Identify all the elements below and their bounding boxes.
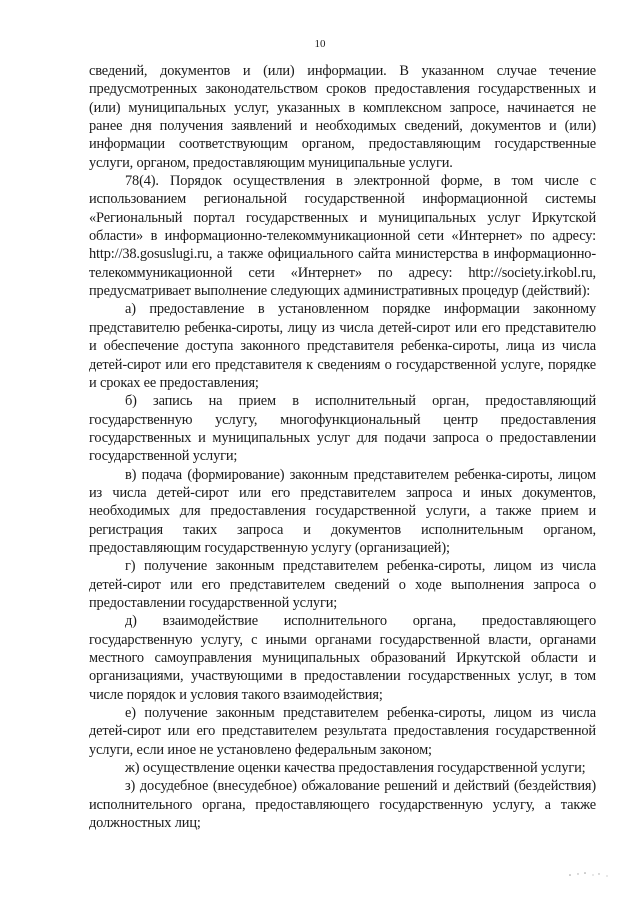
- list-item-g: г) получение законным представителем ребенка-сироты, лицом из числа детей-сирот или его представителем сведений о ходе выполнения запроса о предоставлении государственной услуги;: [89, 558, 596, 611]
- list-item-z: з) досудебное (внесудебное) обжалование решений и действий (бездействия) исполнительного органа, предоставляющего государственную услугу, а также должностных лиц;: [89, 778, 596, 832]
- list-item-e: е) получение законным представителем ребенка-сироты, лицом из числа детей-сирот или его представителем результата предоставления государственной услуги, если иное не установлено федеральным законом;: [89, 705, 596, 758]
- scan-artifact-marks: [566, 866, 616, 880]
- document-body: [89, 62, 596, 832]
- page-number: 10: [314, 38, 326, 50]
- paragraph-78-4: 78(4). Порядок осуществления в электронной форме, в том числе с использованием региональной государственной информационной системы «Региональный портал государственных и муниципальных услуг Иркутской области» в информационно-телекоммуникационной сети «Интернет» по адресу: http://38.gosuslugi.ru, а также официального сайта министерства в информационно-телекоммуникационной сети «Интернет» по адресу: http://society.irkobl.ru, предусматривает выполнение следующих административных процедур (действий):: [89, 173, 596, 300]
- paragraph-continuation: сведений, документов и (или) информации. В указанном случае течение предусмотренных законодательством сроков предоставления государственных и (или) муниципальных услуг, указанных в комплексном запросе, начинается не ранее дня получения заявлений и необходимых сведений, документов и (или) информации соответствующим органом, предоставляющим государственные услуги, органом, предоставляющим муниципальные услуги.: [89, 63, 596, 171]
- list-item-b: б) запись на прием в исполнительный орган, предоставляющий государственную услугу, многофункциональный центр предоставления государственных и муниципальных услуг для подачи запроса о предоставлении государственной услуги;: [89, 393, 596, 465]
- list-item-d: д) взаимодействие исполнительного органа, предоставляющего государственную услугу, с иными органами государственной власти, органами местного самоуправления муниципальных образований Иркутской области и организациями, участвующими в предоставлении государственных услуг, в том числе порядок и условия такого взаимодействия;: [89, 613, 596, 703]
- list-item-v: в) подача (формирование) законным представителем ребенка-сироты, лицом из числа детей-сирот или его представителем запроса и иных документов, необходимых для предоставления государственной услуги, а также прием и регистрация таких запроса и документов исполнительным органом, предоставляющим государственную услугу (организацией);: [89, 466, 596, 556]
- list-item-a: а) предоставление в установленном порядке информации законному представителю ребенка-сироты, лицу из числа детей-сирот или его представителю и обеспечение доступа законного представителя ребенка-сироты, лица из числа детей-сирот или его представителя к сведениям о государственной услуге, порядке и сроках ее предоставления;: [89, 301, 596, 391]
- list-item-zh: ж) осуществление оценки качества предоставления государственной услуги;: [125, 760, 586, 777]
